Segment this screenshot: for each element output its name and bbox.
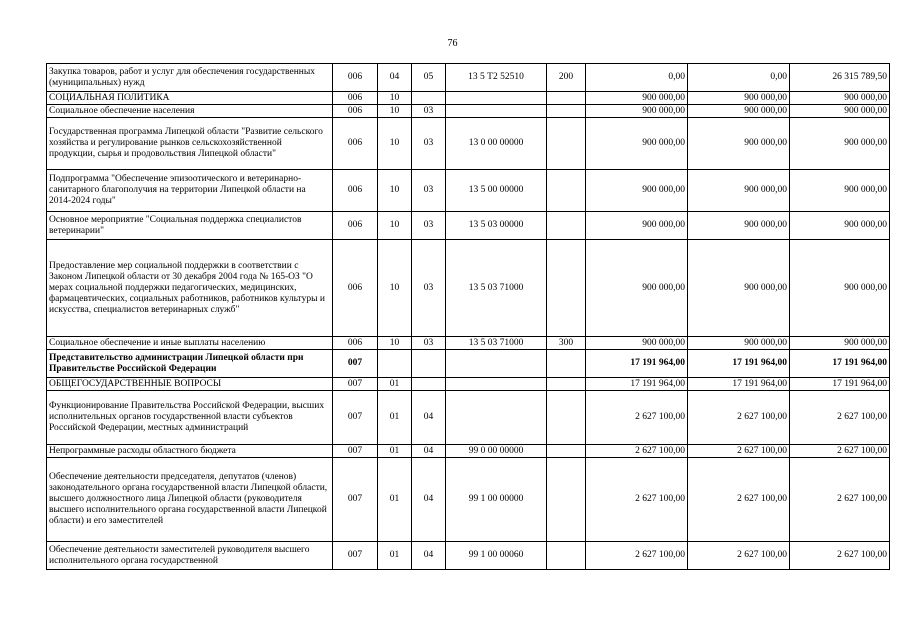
- row-pr: 04: [412, 445, 446, 458]
- row-vr: [547, 240, 586, 337]
- row-sum-3: 900 000,00: [790, 170, 890, 212]
- row-sum-2: 2 627 100,00: [688, 458, 790, 542]
- row-name: Закупка товаров, работ и услуг для обеспечения государственных (муниципальных) нужд: [47, 64, 333, 92]
- table-row: [47, 212, 890, 240]
- row-gr: 006: [333, 170, 378, 212]
- row-cs: [446, 92, 547, 105]
- table-row: [47, 458, 890, 542]
- row-gr: 007: [333, 542, 378, 570]
- row-sum-1: 0,00: [586, 64, 688, 92]
- row-sum-2: 17 191 964,00: [688, 378, 790, 391]
- row-cs: 99 0 00 00000: [446, 445, 547, 458]
- row-vr: [547, 118, 586, 170]
- row-sum-1: 900 000,00: [586, 92, 688, 105]
- row-gr: 006: [333, 118, 378, 170]
- row-cs: 13 5 00 00000: [446, 170, 547, 212]
- row-name: Обеспечение деятельности председателя, депутатов (членов) законодательного органа государственной власти Липецкой области, высшего должностного лица Липецкой области (руководителя высшего исполнительного органа государственной власти Липецкой области) и его заместителей: [47, 458, 333, 542]
- row-rz: 10: [378, 212, 412, 240]
- row-pr: 03: [412, 212, 446, 240]
- row-sum-1: 2 627 100,00: [586, 391, 688, 445]
- row-name: ОБЩЕГОСУДАРСТВЕННЫЕ ВОПРОСЫ: [47, 378, 333, 391]
- row-rz: 10: [378, 240, 412, 337]
- row-sum-3: 900 000,00: [790, 240, 890, 337]
- row-sum-2: 900 000,00: [688, 240, 790, 337]
- table-row: [47, 240, 890, 337]
- row-cs: 13 0 00 00000: [446, 118, 547, 170]
- row-rz: 01: [378, 542, 412, 570]
- row-sum-2: 2 627 100,00: [688, 391, 790, 445]
- row-gr: 006: [333, 64, 378, 92]
- row-rz: 04: [378, 64, 412, 92]
- row-pr: [412, 92, 446, 105]
- row-name: Государственная программа Липецкой области "Развитие сельского хозяйства и регулирование рынков сельскохозяйственной продукции, сырья и продовольствия Липецкой области": [47, 118, 333, 170]
- row-sum-3: 2 627 100,00: [790, 542, 890, 570]
- row-vr: 200: [547, 64, 586, 92]
- row-pr: 03: [412, 240, 446, 337]
- row-sum-2: 2 627 100,00: [688, 445, 790, 458]
- row-sum-1: 2 627 100,00: [586, 542, 688, 570]
- row-sum-1: 2 627 100,00: [586, 445, 688, 458]
- row-vr: 300: [547, 337, 586, 350]
- row-gr: 006: [333, 105, 378, 118]
- row-rz: 10: [378, 337, 412, 350]
- row-pr: [412, 378, 446, 391]
- row-vr: [547, 458, 586, 542]
- row-rz: 10: [378, 118, 412, 170]
- row-rz: 01: [378, 378, 412, 391]
- row-name: Подпрограмма "Обеспечение эпизоотического и ветеринарно-санитарного благополучия на территории Липецкой области на 2014-2024 годы": [47, 170, 333, 212]
- row-cs: 13 5 03 00000: [446, 212, 547, 240]
- row-cs: 13 5 Т2 52510: [446, 64, 547, 92]
- row-cs: 99 1 00 00060: [446, 542, 547, 570]
- row-sum-1: 900 000,00: [586, 170, 688, 212]
- row-gr: 007: [333, 350, 378, 378]
- row-sum-3: 900 000,00: [790, 118, 890, 170]
- row-vr: [547, 212, 586, 240]
- row-rz: 10: [378, 92, 412, 105]
- row-pr: 03: [412, 118, 446, 170]
- row-rz: 10: [378, 170, 412, 212]
- row-sum-2: 900 000,00: [688, 170, 790, 212]
- table-row: [47, 378, 890, 391]
- row-cs: [446, 378, 547, 391]
- row-name: Основное мероприятие "Социальная поддержка специалистов ветеринарии": [47, 212, 333, 240]
- table-row: [47, 542, 890, 570]
- row-name: Предоставление мер социальной поддержки в соответствии с Законом Липецкой области от 30 декабря 2004 года № 165-ОЗ "О мерах социальной поддержки педагогических, медицинских, фармацевтических, социальных работников, работников культуры и искусства, специалистов ветеринарных служб": [47, 240, 333, 337]
- row-cs: [446, 391, 547, 445]
- row-sum-1: 2 627 100,00: [586, 458, 688, 542]
- row-vr: [547, 170, 586, 212]
- row-name: Представительство администрации Липецкой области при Правительстве Российской Федерации: [47, 350, 333, 378]
- page-number: 76: [447, 38, 458, 49]
- row-sum-2: 900 000,00: [688, 105, 790, 118]
- row-name: Функционирование Правительства Российской Федерации, высших исполнительных органов государственной власти субъектов Российской Федерации, местных администраций: [47, 391, 333, 445]
- row-sum-1: 900 000,00: [586, 105, 688, 118]
- table-row: [47, 445, 890, 458]
- row-sum-3: 900 000,00: [790, 212, 890, 240]
- row-sum-3: 2 627 100,00: [790, 445, 890, 458]
- row-vr: [547, 542, 586, 570]
- row-rz: [378, 350, 412, 378]
- row-sum-1: 17 191 964,00: [586, 350, 688, 378]
- row-sum-2: 17 191 964,00: [688, 350, 790, 378]
- row-pr: 04: [412, 391, 446, 445]
- row-sum-3: 17 191 964,00: [790, 378, 890, 391]
- row-vr: [547, 445, 586, 458]
- row-rz: 01: [378, 458, 412, 542]
- table-row: [47, 105, 890, 118]
- row-gr: 006: [333, 92, 378, 105]
- row-sum-1: 900 000,00: [586, 118, 688, 170]
- row-name: Непрограммные расходы областного бюджета: [47, 445, 333, 458]
- row-name: Социальное обеспечение населения: [47, 105, 333, 118]
- row-pr: 04: [412, 542, 446, 570]
- row-sum-2: 900 000,00: [688, 212, 790, 240]
- row-sum-2: 900 000,00: [688, 92, 790, 105]
- row-sum-3: 26 315 789,50: [790, 64, 890, 92]
- row-cs: 13 5 03 71000: [446, 337, 547, 350]
- table-row: [47, 350, 890, 378]
- row-gr: 006: [333, 240, 378, 337]
- row-sum-3: 900 000,00: [790, 105, 890, 118]
- row-sum-2: 0,00: [688, 64, 790, 92]
- row-name: Обеспечение деятельности заместителей руководителя высшего исполнительного органа государственной: [47, 542, 333, 570]
- row-pr: 04: [412, 458, 446, 542]
- row-gr: 006: [333, 337, 378, 350]
- row-gr: 007: [333, 458, 378, 542]
- row-sum-3: 900 000,00: [790, 337, 890, 350]
- row-sum-2: 2 627 100,00: [688, 542, 790, 570]
- row-sum-1: 900 000,00: [586, 337, 688, 350]
- row-sum-2: 900 000,00: [688, 118, 790, 170]
- row-cs: 99 1 00 00000: [446, 458, 547, 542]
- row-vr: [547, 391, 586, 445]
- row-sum-3: 2 627 100,00: [790, 391, 890, 445]
- row-sum-2: 900 000,00: [688, 337, 790, 350]
- table-row: [47, 391, 890, 445]
- row-vr: [547, 92, 586, 105]
- row-name: Социальное обеспечение и иные выплаты населению: [47, 337, 333, 350]
- row-name: СОЦИАЛЬНАЯ ПОЛИТИКА: [47, 92, 333, 105]
- row-sum-3: 2 627 100,00: [790, 458, 890, 542]
- row-pr: 03: [412, 170, 446, 212]
- row-sum-1: 900 000,00: [586, 212, 688, 240]
- row-rz: 01: [378, 445, 412, 458]
- row-sum-3: 900 000,00: [790, 92, 890, 105]
- row-vr: [547, 378, 586, 391]
- table-row: [47, 118, 890, 170]
- row-vr: [547, 105, 586, 118]
- row-pr: [412, 350, 446, 378]
- row-pr: 03: [412, 337, 446, 350]
- row-cs: [446, 350, 547, 378]
- row-gr: 006: [333, 212, 378, 240]
- row-gr: 007: [333, 445, 378, 458]
- table-row: [47, 337, 890, 350]
- row-gr: 007: [333, 378, 378, 391]
- row-rz: 10: [378, 105, 412, 118]
- row-rz: 01: [378, 391, 412, 445]
- row-cs: 13 5 03 71000: [446, 240, 547, 337]
- budget-table: [46, 63, 890, 570]
- row-vr: [547, 350, 586, 378]
- row-sum-1: 17 191 964,00: [586, 378, 688, 391]
- table-row: [47, 64, 890, 92]
- row-pr: 03: [412, 105, 446, 118]
- row-gr: 007: [333, 391, 378, 445]
- table-row: [47, 170, 890, 212]
- table-row: [47, 92, 890, 105]
- row-pr: 05: [412, 64, 446, 92]
- row-sum-1: 900 000,00: [586, 240, 688, 337]
- row-cs: [446, 105, 547, 118]
- row-sum-3: 17 191 964,00: [790, 350, 890, 378]
